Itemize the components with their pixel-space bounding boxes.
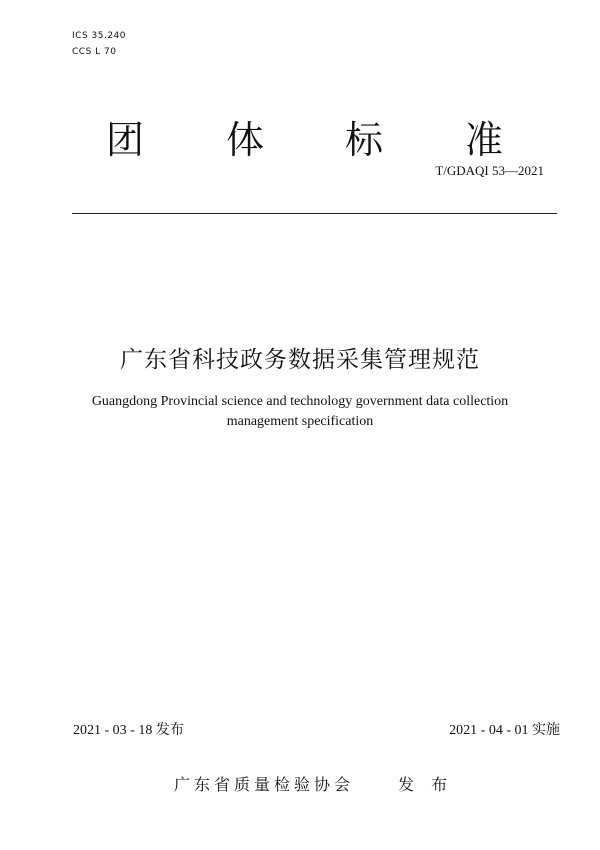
document-title-english-line-2: management specification bbox=[226, 414, 374, 429]
issue-date: 2021 - 03 - 18 发布 bbox=[73, 723, 184, 738]
document-title-chinese: 广东省科技政务数据采集管理规范 bbox=[120, 347, 480, 373]
header-divider bbox=[72, 213, 557, 214]
standard-number: T/GDAQI 53—2021 bbox=[435, 163, 544, 178]
publisher-name: 广东省质量检验协会 bbox=[174, 775, 355, 794]
document-title-english-line-1: Guangdong Provincial science and technology government data collection bbox=[91, 394, 509, 409]
standard-type-char-4: 准 bbox=[465, 118, 504, 162]
ccs-code: CCS L 70 bbox=[72, 47, 117, 57]
standard-type-char-3: 标 bbox=[345, 118, 384, 162]
implementation-date: 2021 - 04 - 01 实施 bbox=[449, 723, 560, 738]
ics-code: ICS 35.240 bbox=[72, 31, 127, 41]
standard-type-char-1: 团 bbox=[106, 118, 145, 162]
standard-type-char-2: 体 bbox=[226, 118, 265, 162]
publish-label: 发 布 bbox=[398, 775, 454, 794]
